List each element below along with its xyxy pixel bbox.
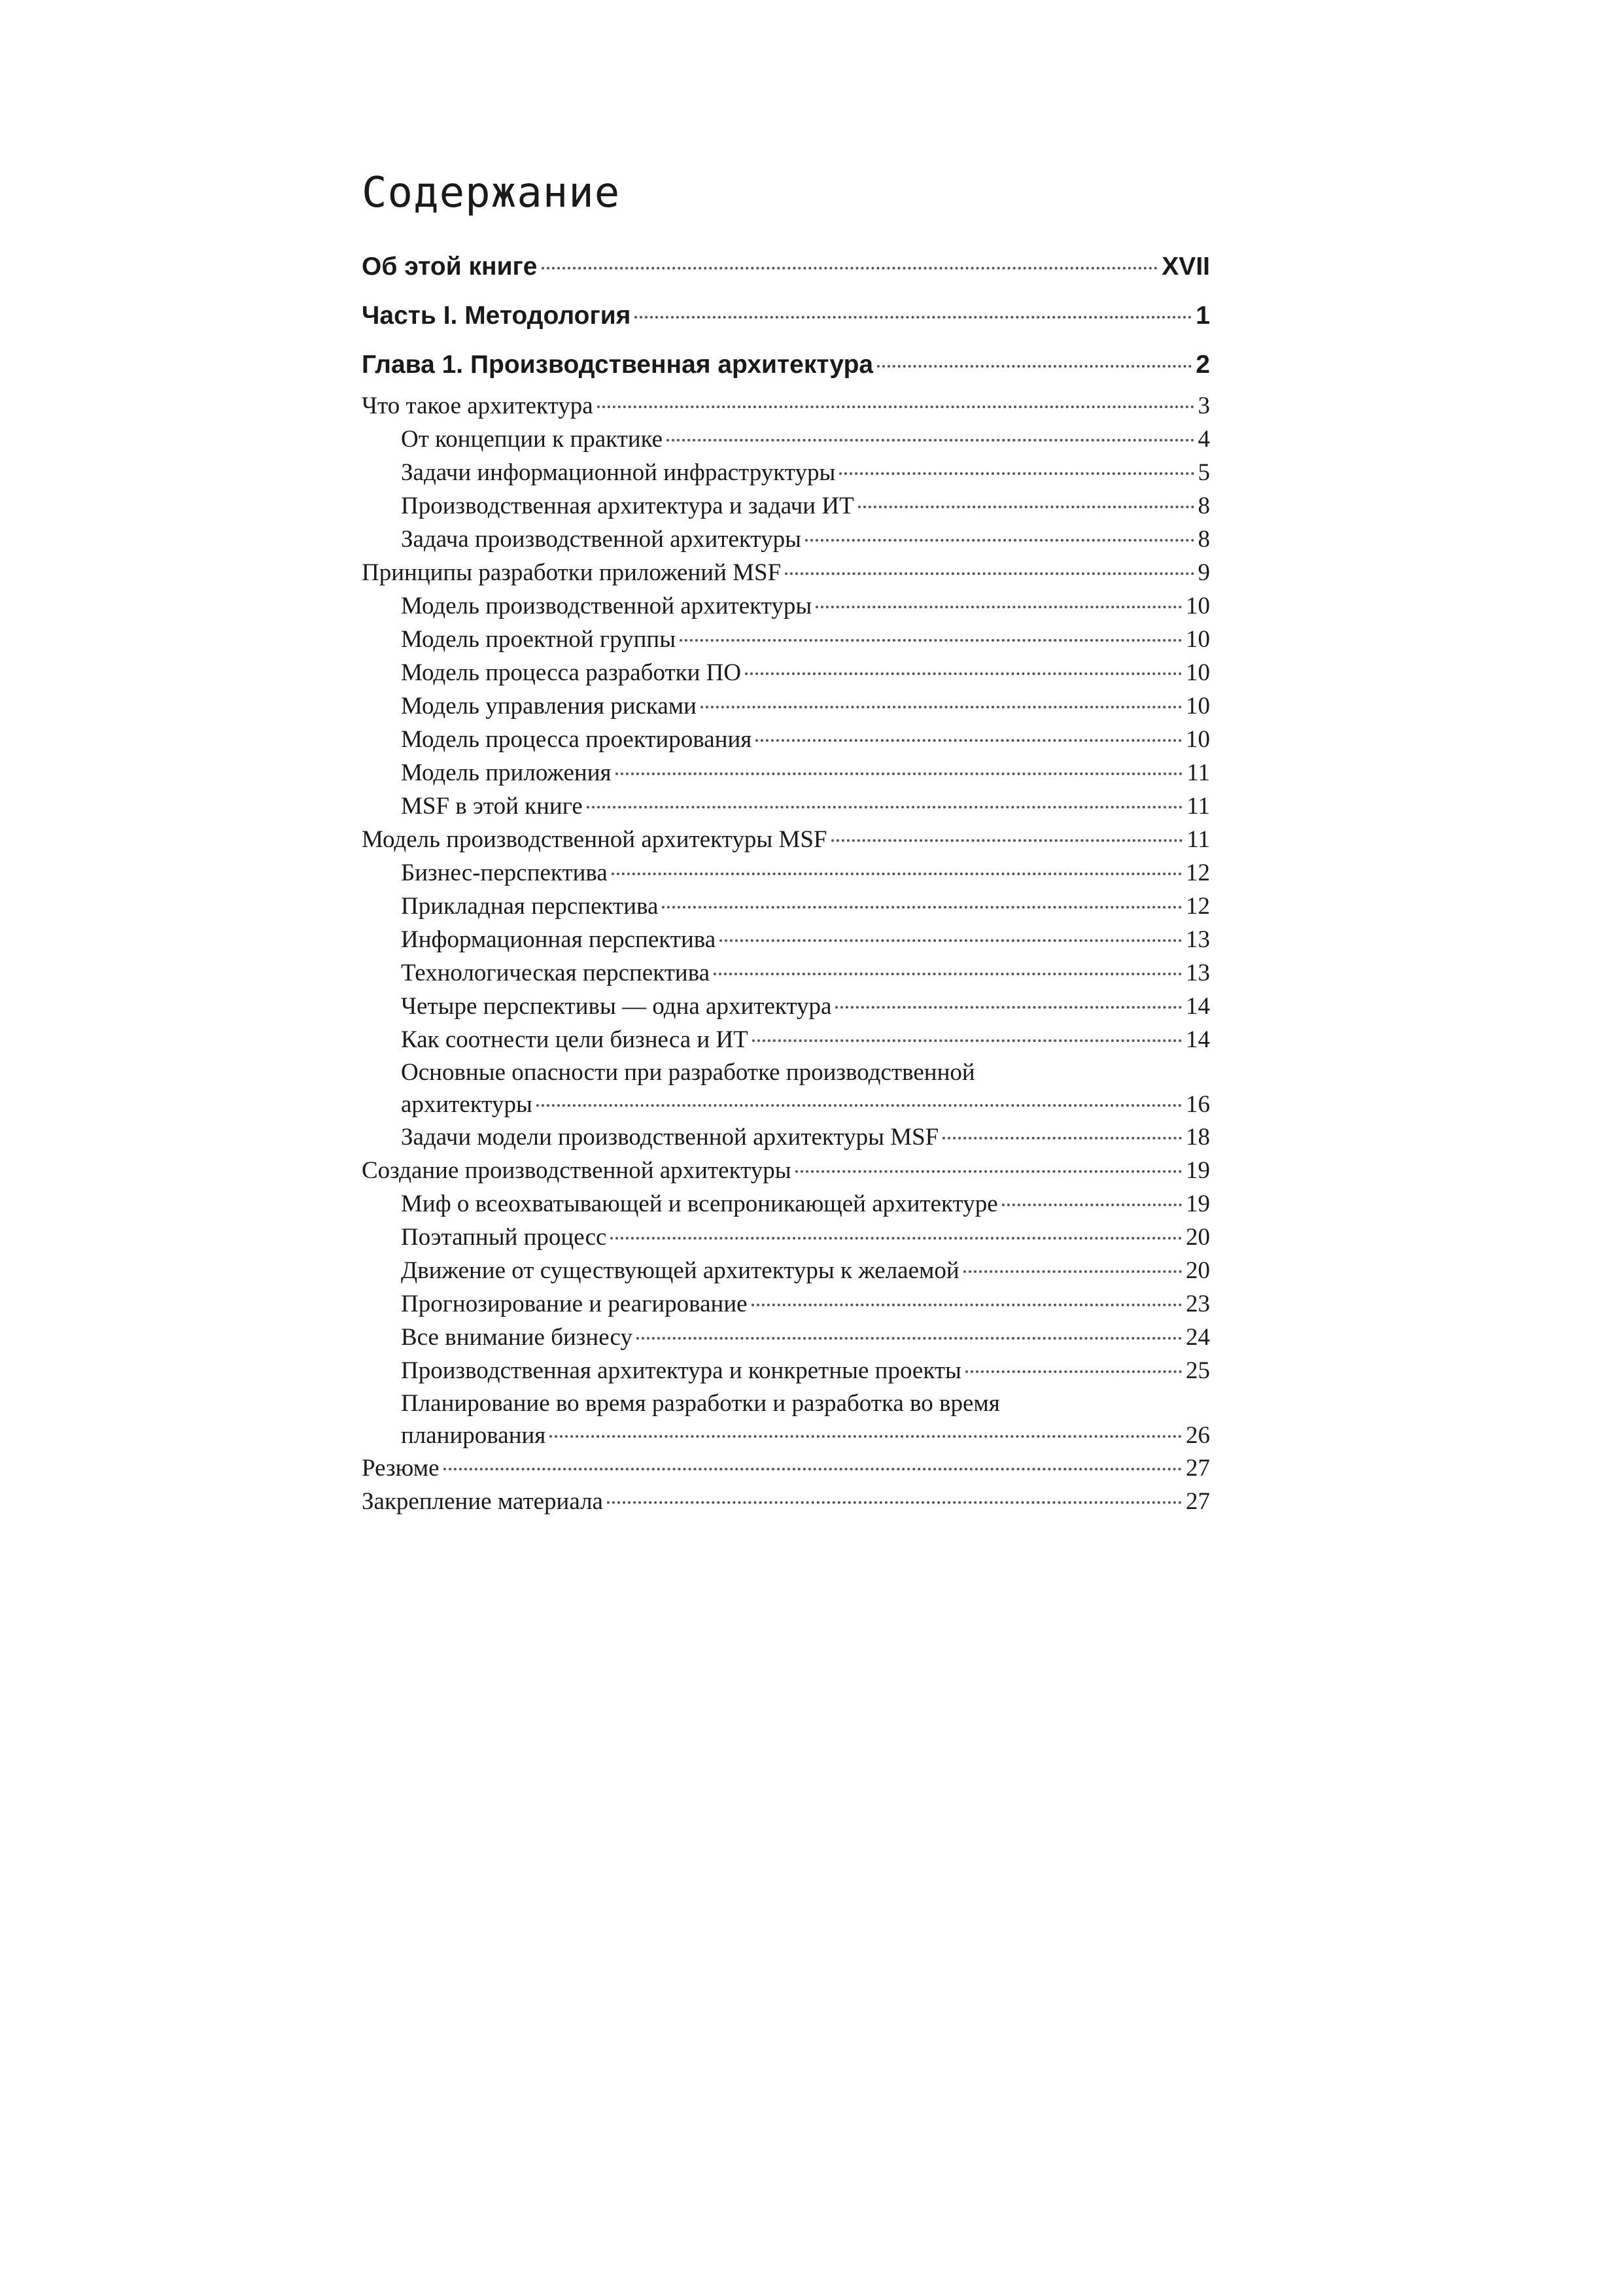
toc-entry-label: Модель процесса разработки ПО xyxy=(401,659,742,686)
toc-entry-label: Прогнозирование и реагирование xyxy=(401,1291,748,1317)
dot-leader xyxy=(745,672,1182,675)
toc-entry-page: 8 xyxy=(1198,493,1210,519)
dot-leader xyxy=(835,1006,1182,1009)
toc-entry-page: 26 xyxy=(1186,1422,1210,1449)
toc-entry-label: Резюме xyxy=(362,1455,440,1482)
toc-subsection-entry[interactable] xyxy=(362,790,1210,823)
toc-subsection-entry[interactable] xyxy=(362,1120,1210,1154)
toc-entry-label: Производственная архитектура и конкретные проекты xyxy=(401,1357,961,1384)
dot-leader xyxy=(612,873,1182,875)
dot-leader xyxy=(443,1468,1182,1470)
toc-entry-label-line1: Основные опасности при разработке производственной xyxy=(401,1059,975,1086)
toc-subsection-entry[interactable] xyxy=(362,890,1210,923)
toc-entry-label: Модель процесса проектирования xyxy=(401,726,752,753)
toc-entry-label: Прикладная перспектива xyxy=(401,893,659,920)
toc-entry-label: Часть I. Методология xyxy=(362,302,631,330)
toc-subsection-entry[interactable] xyxy=(362,656,1210,689)
toc-subsection-entry[interactable] xyxy=(362,756,1210,790)
toc-entry-page: 20 xyxy=(1186,1224,1210,1251)
toc-section-entry[interactable] xyxy=(362,1154,1210,1187)
dot-leader xyxy=(839,472,1194,475)
toc-entry-label: Бизнес-перспектива xyxy=(401,859,608,886)
toc-entry-label: Миф о всеохватывающей и всепроникающей архитектуре xyxy=(401,1190,998,1217)
toc-entry-page: 5 xyxy=(1198,459,1210,486)
toc-entry-label: Технологическая перспектива xyxy=(401,960,710,986)
dot-leader xyxy=(636,1337,1182,1340)
toc-major-entry[interactable] xyxy=(362,242,1210,291)
toc-section-entry[interactable] xyxy=(362,1451,1210,1485)
toc-subsection-entry[interactable] xyxy=(362,1187,1210,1221)
toc-subsection-entry[interactable] xyxy=(362,1254,1210,1287)
toc-entry-page: XVII xyxy=(1162,252,1210,281)
dot-leader xyxy=(805,539,1194,542)
toc-entry-label: От концепции к практике xyxy=(401,426,663,453)
toc-entry-page: 18 xyxy=(1186,1124,1210,1151)
dot-leader xyxy=(719,939,1182,942)
dot-leader xyxy=(755,739,1182,742)
dot-leader xyxy=(858,506,1194,508)
toc-subsection-entry[interactable] xyxy=(362,423,1210,456)
toc-entry-label: Задача производственной архитектуры xyxy=(401,526,801,553)
dot-leader xyxy=(785,572,1194,575)
dot-leader xyxy=(536,1104,1182,1107)
toc-entry-label: Четыре перспективы — одна архитектура xyxy=(401,993,832,1020)
toc-entry-label: Об этой книге xyxy=(362,252,538,281)
toc-entry-page: 14 xyxy=(1186,993,1210,1020)
toc-subsection-entry[interactable] xyxy=(362,589,1210,623)
dot-leader xyxy=(542,267,1158,269)
toc-major-entry[interactable] xyxy=(362,340,1210,389)
toc-section-entry[interactable] xyxy=(362,1485,1210,1518)
dot-leader xyxy=(607,1501,1182,1504)
toc-entry-label: Модель производственной архитектуры xyxy=(401,593,812,619)
toc-entry-label: Создание производственной архитектуры xyxy=(362,1157,791,1184)
toc-entry-label: Производственная архитектура и задачи ИТ xyxy=(401,493,854,519)
dot-leader xyxy=(610,1237,1182,1240)
toc-entry-page: 14 xyxy=(1186,1026,1210,1053)
toc-subsection-entry[interactable] xyxy=(362,523,1210,556)
dot-leader xyxy=(877,365,1192,368)
toc-entry-wrapped[interactable] xyxy=(362,1056,1210,1120)
toc-entry-page: 10 xyxy=(1186,626,1210,653)
toc-entry-page: 3 xyxy=(1198,392,1210,419)
toc-entry-label: Задачи информационной инфраструктуры xyxy=(401,459,836,486)
toc-entry-label: Закрепление материала xyxy=(362,1488,603,1515)
toc-entry-page: 12 xyxy=(1186,893,1210,920)
toc-entry-page: 13 xyxy=(1186,960,1210,986)
toc-subsection-entry[interactable] xyxy=(362,623,1210,656)
toc-entry-page: 11 xyxy=(1186,793,1210,820)
toc-entry-page: 9 xyxy=(1198,559,1210,586)
toc-entry-label: Глава 1. Производственная архитектура xyxy=(362,351,874,379)
toc-section-entry[interactable] xyxy=(362,389,1210,423)
toc-entry-page: 10 xyxy=(1186,593,1210,619)
dot-leader xyxy=(597,406,1194,408)
toc-entry-page: 27 xyxy=(1186,1455,1210,1482)
toc-entry-page: 12 xyxy=(1186,859,1210,886)
toc-subsection-entry[interactable] xyxy=(362,456,1210,489)
toc-entry-page: 19 xyxy=(1186,1157,1210,1184)
toc-subsection-entry[interactable] xyxy=(362,990,1210,1023)
toc-subsection-entry[interactable] xyxy=(362,856,1210,890)
toc-subsection-entry[interactable] xyxy=(362,956,1210,990)
toc-entry-label: планирования xyxy=(401,1422,546,1449)
dot-leader xyxy=(965,1370,1182,1373)
toc-entry-page: 11 xyxy=(1186,826,1210,853)
toc-entry-page: 10 xyxy=(1186,726,1210,753)
toc-entry-page: 11 xyxy=(1186,759,1210,786)
dot-leader xyxy=(1002,1204,1182,1206)
toc-entry-page: 1 xyxy=(1196,302,1210,330)
toc-subsection-entry[interactable] xyxy=(362,1354,1210,1387)
toc-entry-page: 16 xyxy=(1186,1091,1210,1118)
toc-entry-page: 19 xyxy=(1186,1190,1210,1217)
toc-entry-page: 10 xyxy=(1186,659,1210,686)
dot-leader xyxy=(700,706,1182,708)
toc-subsection-entry[interactable] xyxy=(362,923,1210,956)
toc-entry-label: архитектуры xyxy=(401,1091,532,1118)
dot-leader xyxy=(942,1137,1182,1139)
toc-entry-page: 2 xyxy=(1196,351,1210,379)
toc-subsection-entry[interactable] xyxy=(362,689,1210,723)
toc-subsection-entry[interactable] xyxy=(362,1321,1210,1354)
page-title: Содержание xyxy=(362,169,621,217)
toc-entry-label: MSF в этой книге xyxy=(401,793,583,820)
toc-entry-page: 10 xyxy=(1186,693,1210,720)
toc-entry-page: 23 xyxy=(1186,1291,1210,1317)
dot-leader xyxy=(634,316,1192,319)
toc-section-entry[interactable] xyxy=(362,823,1210,856)
toc-entry-page: 27 xyxy=(1186,1488,1210,1515)
toc-entry-page: 24 xyxy=(1186,1324,1210,1351)
toc-entry-label: Модель производственной архитектуры MSF xyxy=(362,826,827,853)
dot-leader xyxy=(662,906,1182,909)
dot-leader xyxy=(666,439,1194,442)
toc-major-entry[interactable] xyxy=(362,291,1210,340)
table-of-contents xyxy=(362,164,1210,1518)
toc-entry-label: Все внимание бизнесу xyxy=(401,1324,632,1351)
toc-subsection-entry[interactable] xyxy=(362,1023,1210,1056)
toc-subsection-entry[interactable] xyxy=(362,1221,1210,1254)
dot-leader xyxy=(795,1170,1182,1173)
toc-entry-label: Принципы разработки приложений MSF xyxy=(362,559,782,586)
dot-leader xyxy=(963,1270,1182,1273)
toc-entry-label: Модель проектной группы xyxy=(401,626,676,653)
dot-leader xyxy=(587,806,1183,808)
dot-leader xyxy=(816,606,1182,608)
toc-entry-page: 13 xyxy=(1186,926,1210,953)
toc-entry-label: Поэтапный процесс xyxy=(401,1224,607,1251)
toc-entry-label: Модель управления рисками xyxy=(401,693,697,720)
toc-subsection-entry[interactable] xyxy=(362,1287,1210,1321)
dot-leader xyxy=(752,1039,1182,1042)
toc-entry-label: Задачи модели производственной архитектуры MSF xyxy=(401,1124,939,1151)
toc-entry-label: Что такое архитектура xyxy=(362,392,593,419)
toc-subsection-entry[interactable] xyxy=(362,723,1210,756)
toc-entry-label: Модель приложения xyxy=(401,759,612,786)
dot-leader xyxy=(615,773,1183,775)
toc-subsection-entry[interactable] xyxy=(362,489,1210,523)
dot-leader xyxy=(752,1304,1182,1306)
toc-entry-label: Движение от существующей архитектуры к желаемой xyxy=(401,1257,959,1284)
dot-leader xyxy=(549,1435,1182,1438)
toc-entry-label: Информационная перспектива xyxy=(401,926,716,953)
dot-leader xyxy=(831,839,1183,842)
toc-entry-label: Как соотнести цели бизнеса и ИТ xyxy=(401,1026,748,1053)
toc-entry-wrapped[interactable] xyxy=(362,1387,1210,1451)
toc-entry-page: 4 xyxy=(1198,426,1210,453)
toc-entry-label-line1: Планирование во время разработки и разработка во время xyxy=(401,1390,1000,1417)
toc-entry-page: 8 xyxy=(1198,526,1210,553)
dot-leader xyxy=(680,639,1182,642)
toc-list xyxy=(362,242,1210,1518)
toc-entry-page: 25 xyxy=(1186,1357,1210,1384)
toc-section-entry[interactable] xyxy=(362,556,1210,589)
toc-entry-page: 20 xyxy=(1186,1257,1210,1284)
dot-leader xyxy=(714,973,1182,975)
